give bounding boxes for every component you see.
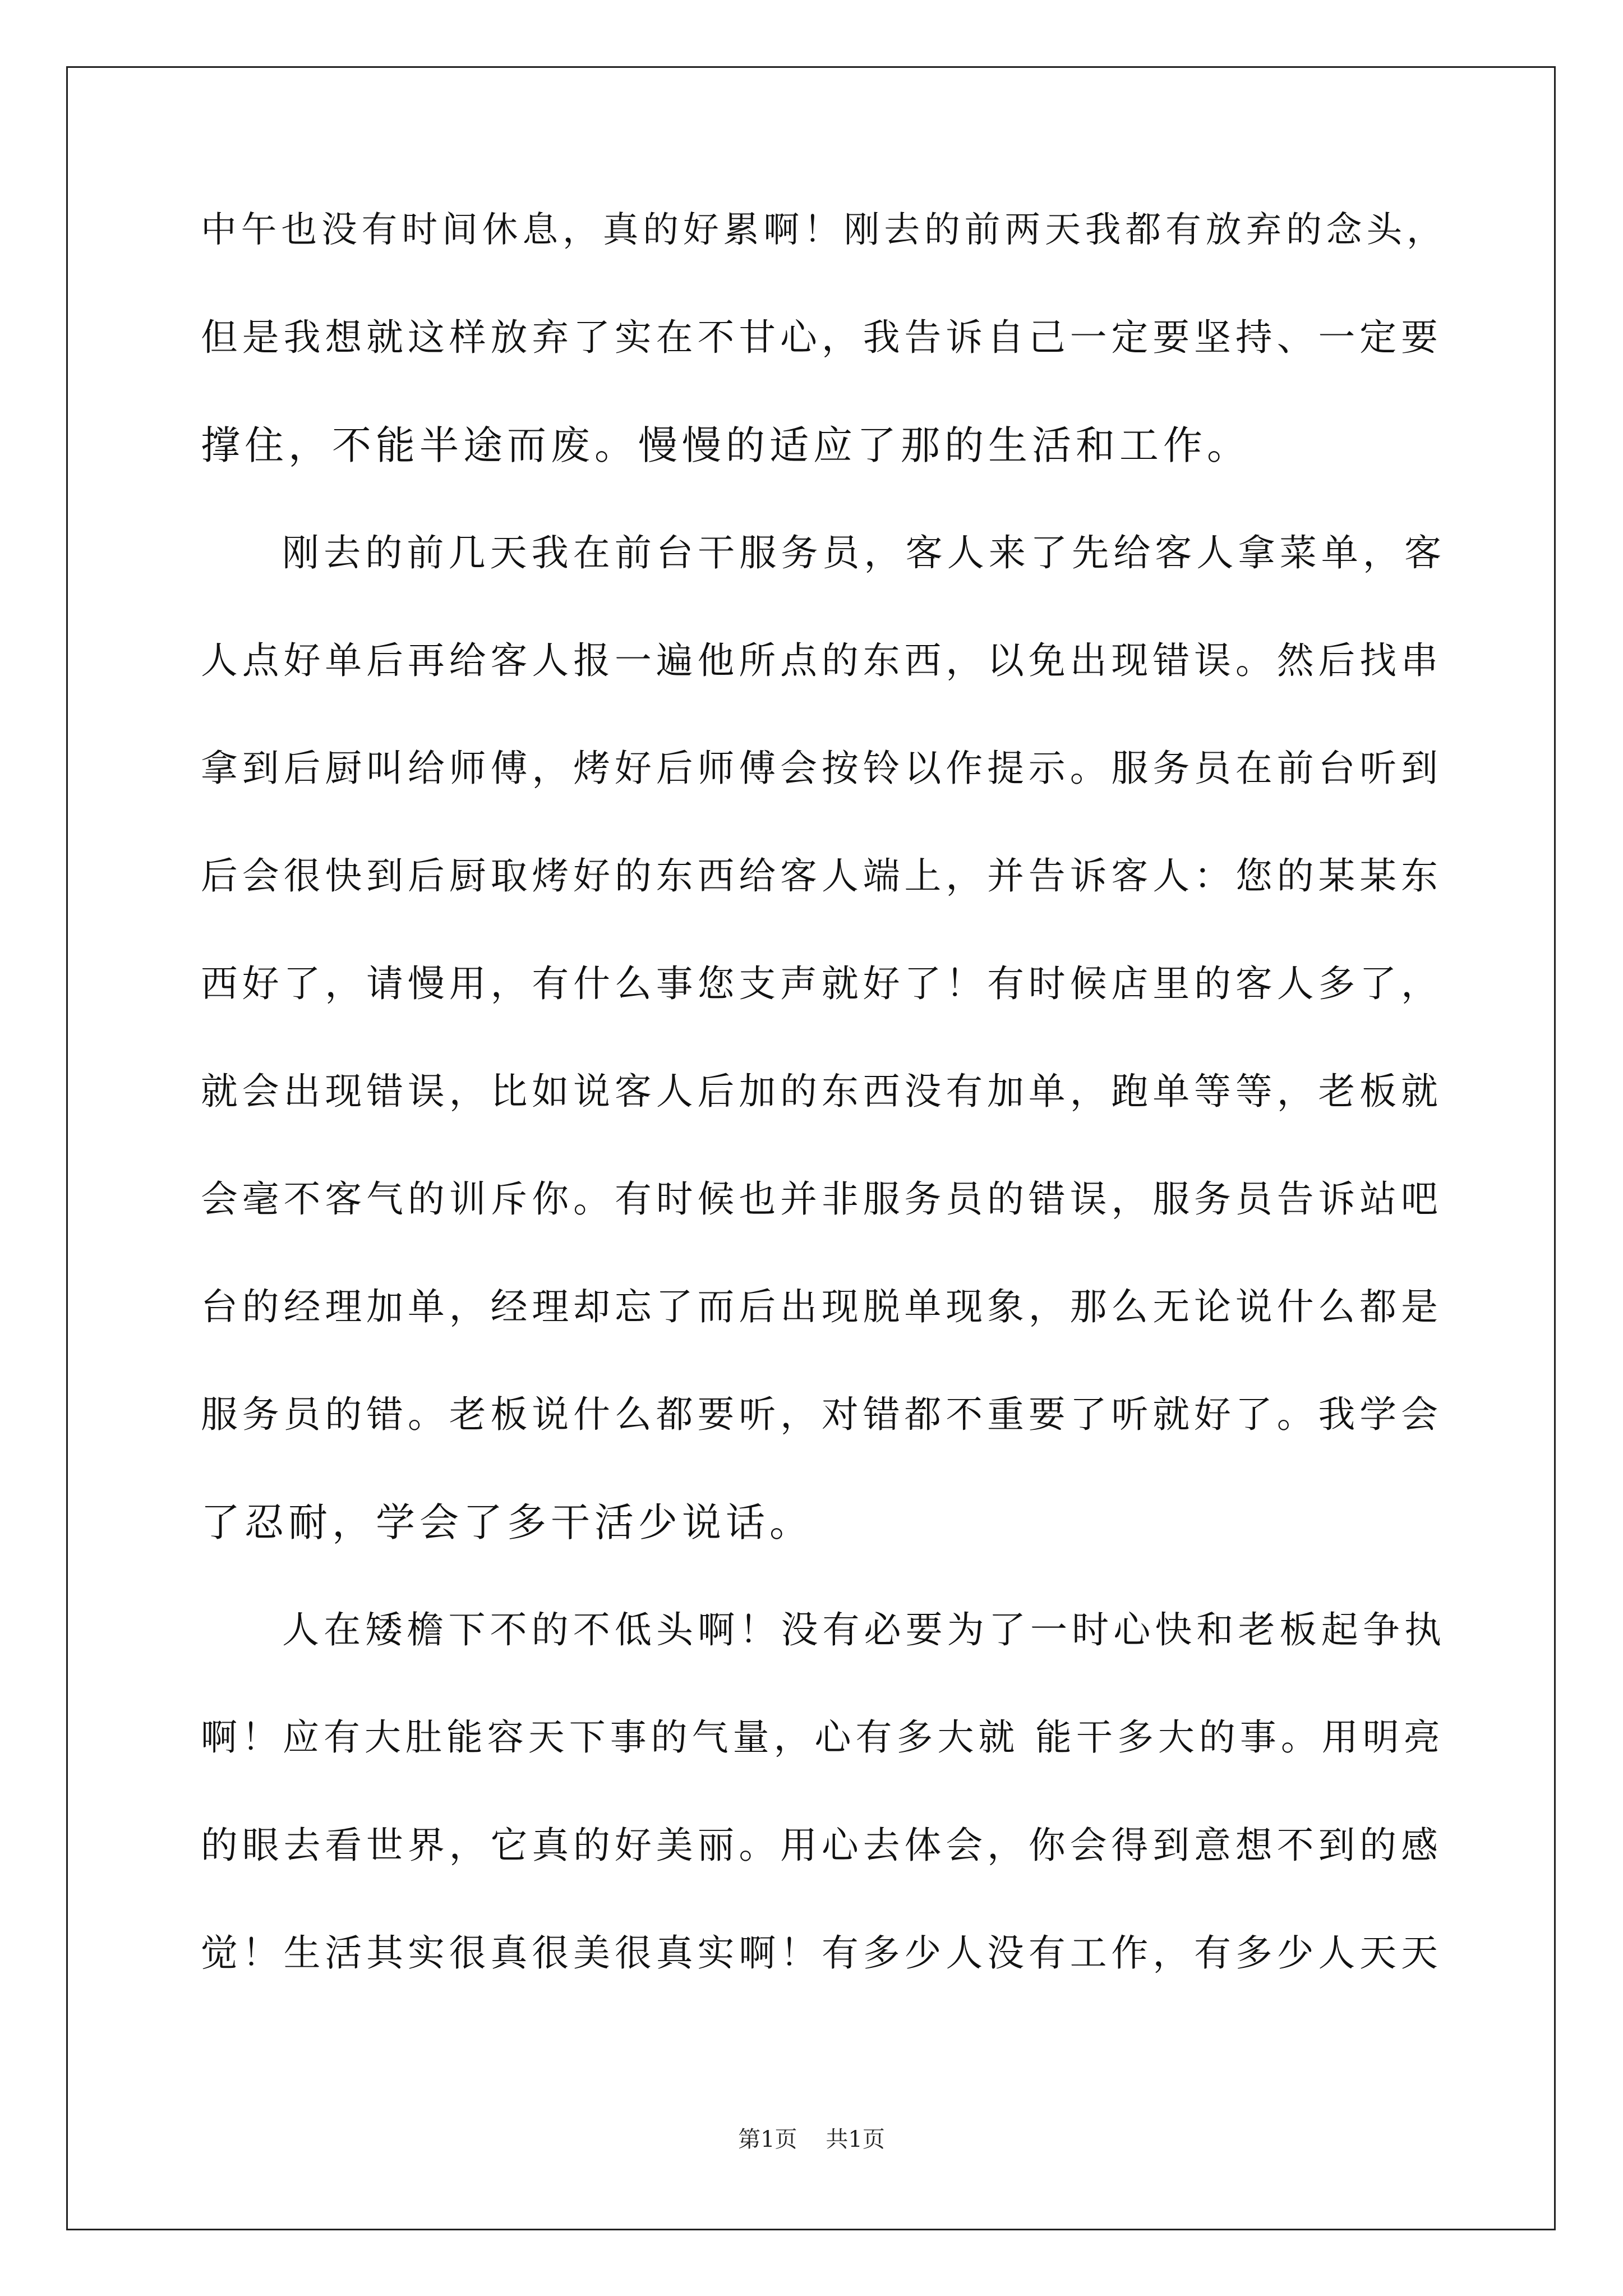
paragraph-first-line: 人在矮檐下不的不低头啊！没有必要为了一时心快和老板起争执 [282,1608,1446,1651]
text-line: 西好了，请慢用，有什么事您支声就好了！有时候店里的客人多了， [201,962,1442,1005]
text-line: 的眼去看世界，它真的好美丽。用心去体会，你会得到意想不到的感 [201,1824,1442,1867]
text-line: 就会出现错误，比如说客人后加的东西没有加单，跑单等等，老板就 [201,1070,1442,1113]
text-line: 会毫不客气的训斥你。有时候也并非服务员的错误，服务员告诉站吧 [201,1177,1442,1221]
document-body [201,209,1447,2041]
text-line: 台的经理加单，经理却忘了而后出现脱单现象，那么无论说什么都是 [201,1285,1442,1328]
page-number: 第1页 [738,2127,797,2152]
text-line: 中午也没有时间休息，真的好累啊！刚去的前两天我都有放弃的念头， [201,209,1447,251]
page-total: 共1页 [826,2127,885,2152]
text-line: 啊！应有大肚能容天下事的气量，心有多大就 能干多大的事。用明亮 [201,1717,1445,1759]
text-line: 人点好单后再给客人报一遍他所点的东西，以免出现错误。然后找串 [201,639,1442,682]
paragraph-first-line: 刚去的前几天我在前台干服务员，客人来了先给客人拿菜单，客 [282,531,1446,574]
text-line: 服务员的错。老板说什么都要听，对错都不重要了听就好了。我学会 [201,1393,1442,1436]
text-line: 了忍耐，学会了多干活少说话。 [201,1499,813,1545]
text-line: 但是我想就这样放弃了实在不甘心，我告诉自己一定要坚持、一定要 [201,316,1442,359]
text-line: 觉！生活其实很真很美很真实啊！有多少人没有工作，有多少人天天 [201,1931,1442,1975]
text-line: 后会很快到后厨取烤好的东西给客人端上，并告诉客人：您的某某东 [201,854,1442,898]
text-line: 拿到后厨叫给师傅，烤好后师傅会按铃以作提示。服务员在前台听到 [201,747,1442,790]
text-line: 撑住，不能半途而废。慢慢的适应了那的生活和工作。 [201,422,1251,468]
page-footer [0,2128,1623,2151]
